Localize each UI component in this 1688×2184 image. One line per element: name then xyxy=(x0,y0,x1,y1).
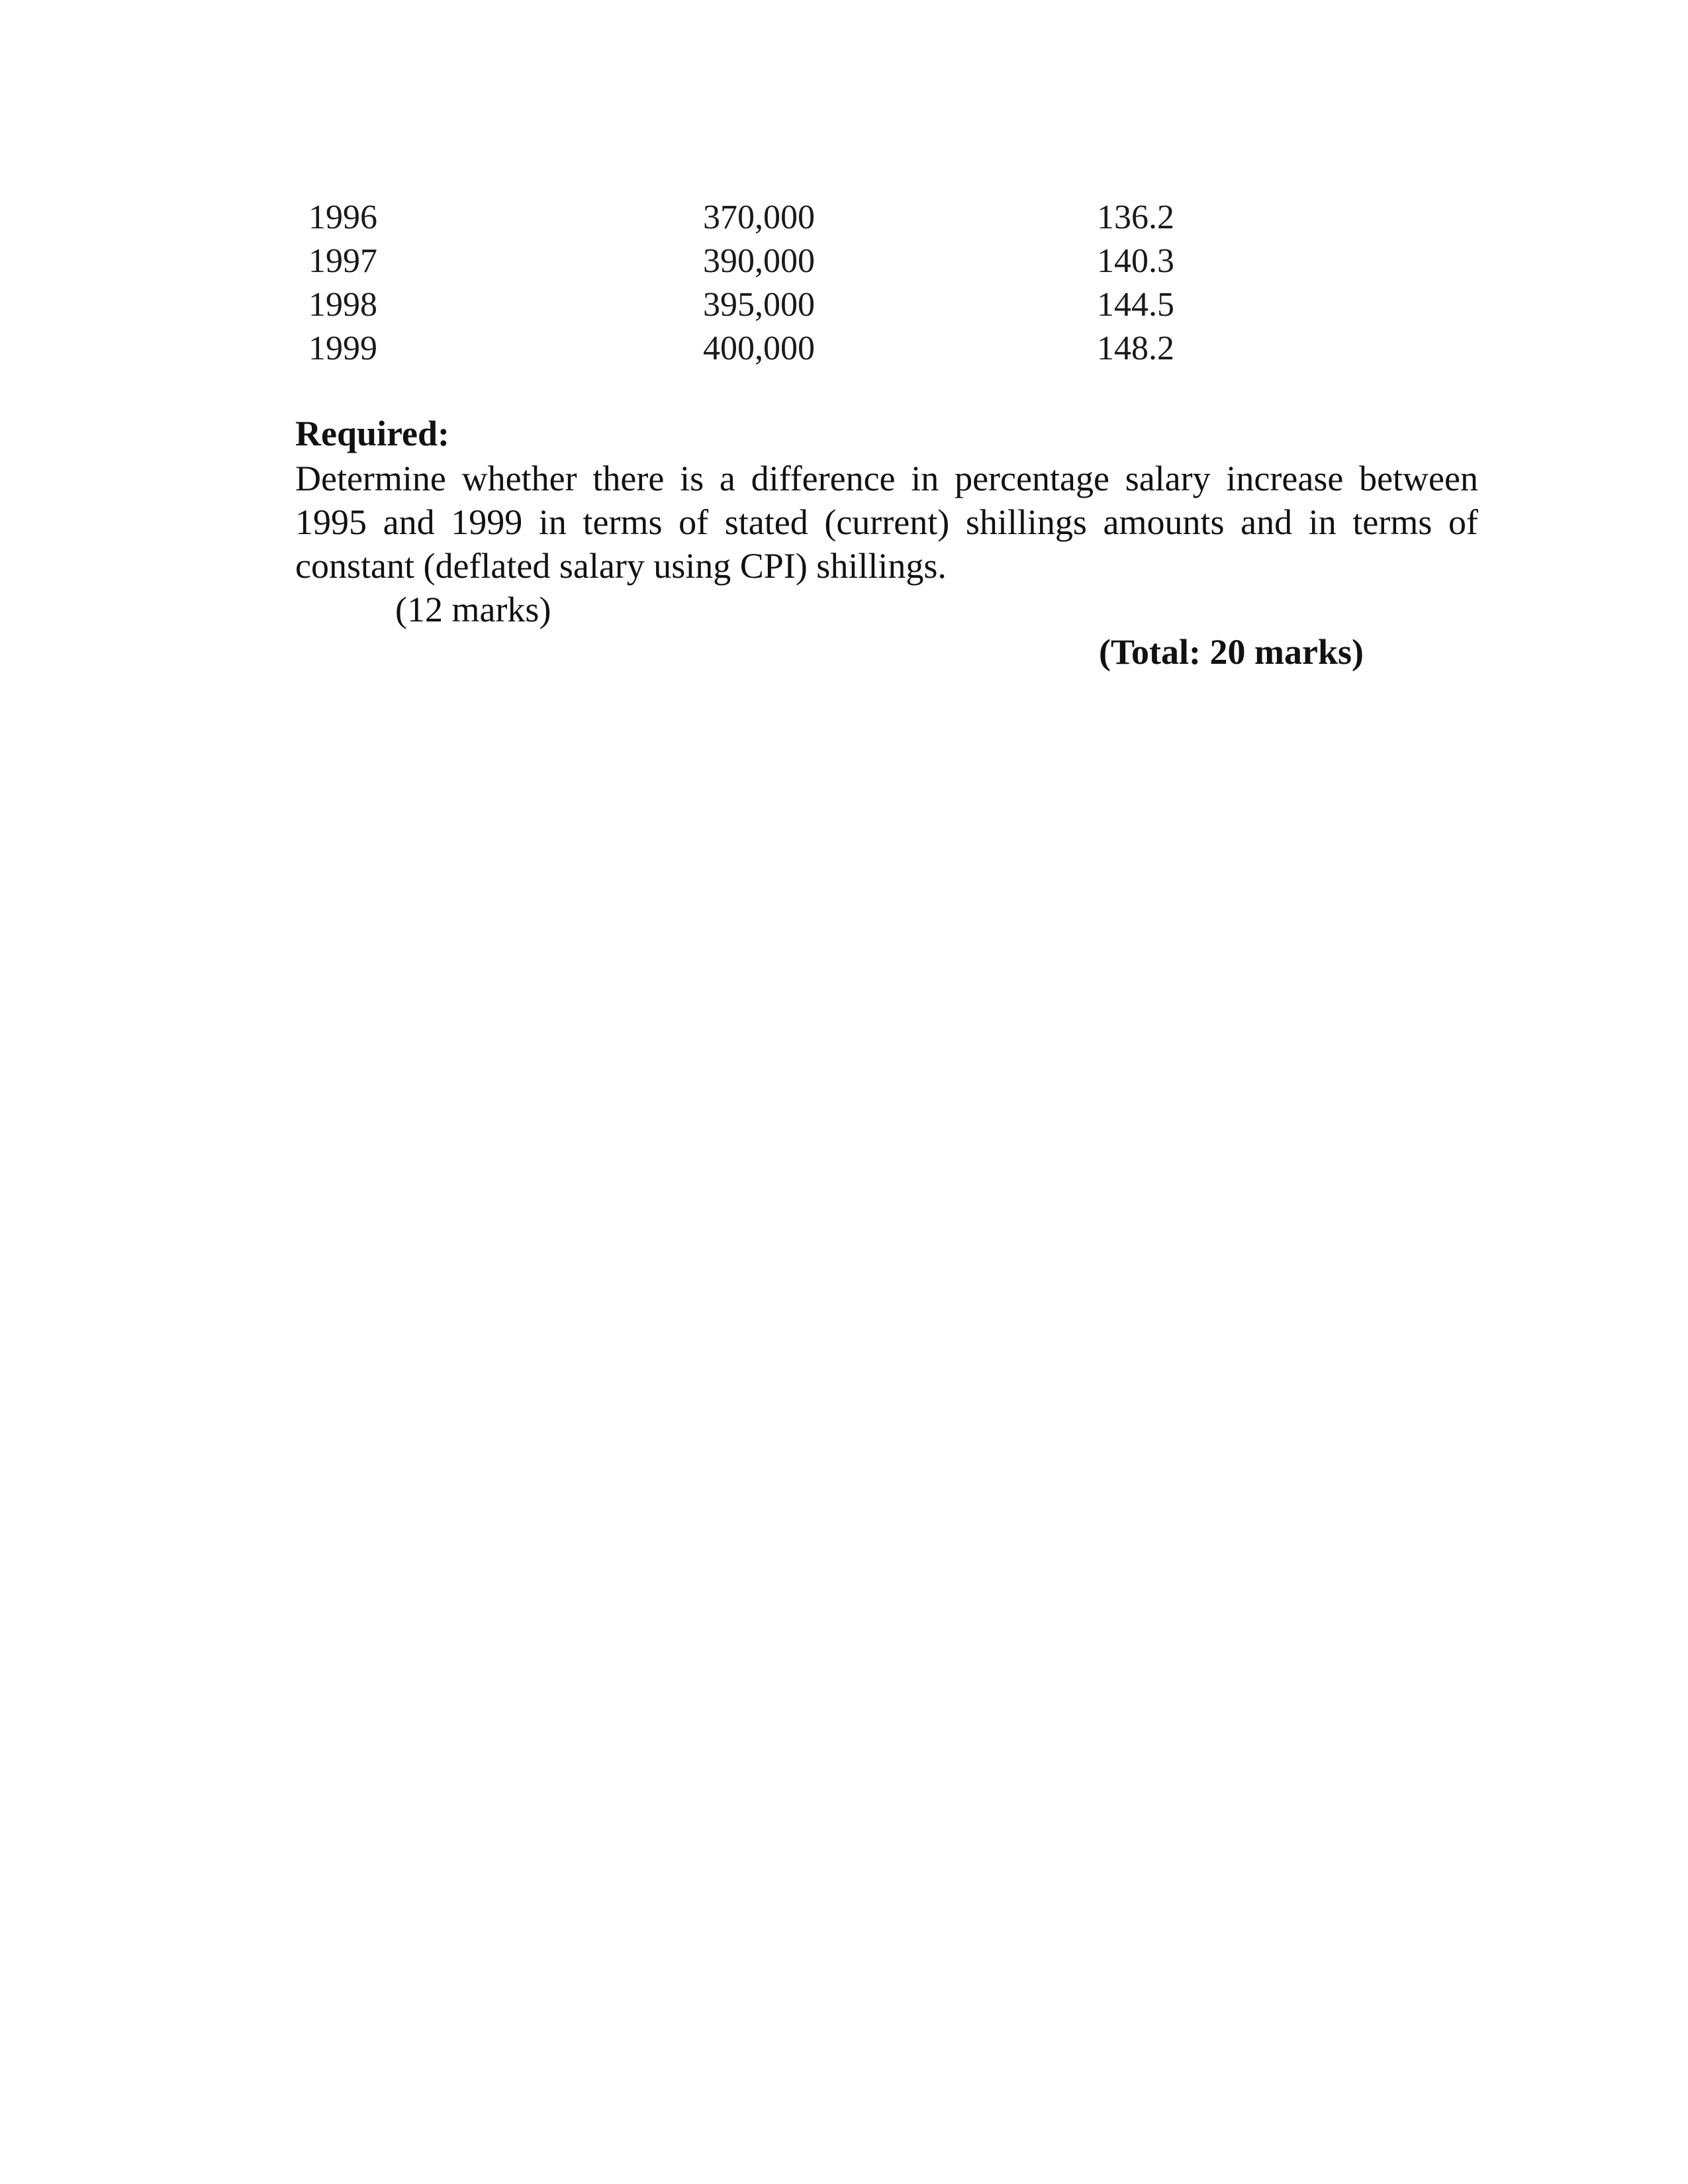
salary-cell: 400,000 xyxy=(703,330,815,367)
year-cell: 1998 xyxy=(308,286,377,324)
table-row xyxy=(308,327,1235,371)
year-cell: 1997 xyxy=(308,242,377,280)
salary-cell: 395,000 xyxy=(703,286,815,324)
required-heading: Required: xyxy=(295,414,450,453)
table-row xyxy=(308,283,1235,327)
question-text: Determine whether there is a difference in percentage salary increase between 1995 and 1999 in terms of stated (current) shillings amounts and in terms of constant (deflated salary using CPI) shillings. xyxy=(295,459,1478,586)
table-row xyxy=(308,196,1235,240)
table-row xyxy=(308,240,1235,283)
total-marks: (Total: 20 marks) xyxy=(1099,632,1364,672)
year-cell: 1999 xyxy=(308,330,377,367)
cpi-cell: 144.5 xyxy=(1097,286,1174,324)
salary-cell: 390,000 xyxy=(703,242,815,280)
salary-cpi-table xyxy=(308,196,1235,371)
question-marks: (12 marks) xyxy=(395,590,551,629)
salary-cell: 370,000 xyxy=(703,199,815,236)
cpi-cell: 148.2 xyxy=(1097,330,1174,367)
year-cell: 1996 xyxy=(308,199,377,236)
cpi-cell: 136.2 xyxy=(1097,199,1174,236)
cpi-cell: 140.3 xyxy=(1097,242,1174,280)
